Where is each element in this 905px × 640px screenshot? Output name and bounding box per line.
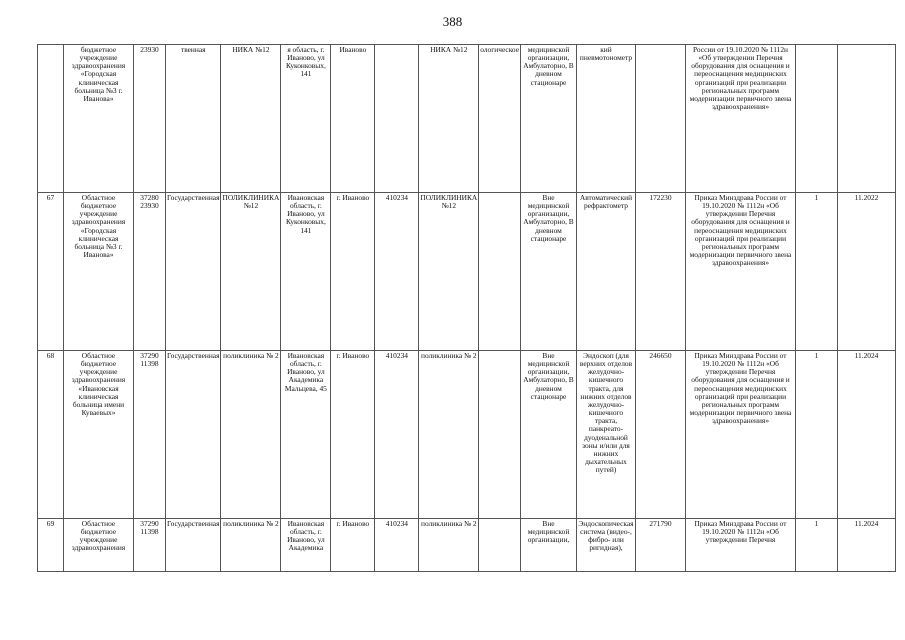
page-number: 388 xyxy=(442,14,463,29)
subdivision: поликлиника № 2 xyxy=(221,351,281,519)
table-row xyxy=(38,45,896,193)
legal-basis: Приказ Минздрава России от 19.10.2020 № 1112н «Об утверждении Перечня xyxy=(685,519,795,572)
care-conditions: Вне медицинской организации, Амбулаторно, В дневном стационаре xyxy=(520,351,576,519)
care-conditions: медицинской организации, Амбулаторно, В дневном стационаре xyxy=(520,45,576,193)
table-row xyxy=(38,193,896,351)
legal-basis: Приказ Минздрава России от 19.10.2020 № 1112н «Об утверждении Перечня оборудования для оснащения и переоснащения медицинских организаций при реализации региональных программ модернизации первичного звена здравоохранения» xyxy=(685,193,795,351)
price: 172230 xyxy=(635,193,685,351)
ownership-status: твенная xyxy=(166,45,221,193)
date xyxy=(837,45,895,193)
row-number: 68 xyxy=(38,351,64,519)
price: 271790 xyxy=(635,519,685,572)
care-conditions: Вне медицинской организации, xyxy=(520,519,576,572)
table-row xyxy=(38,351,896,519)
care-conditions: Вне медицинской организации, Амбулаторно, В дневном стационаре xyxy=(520,193,576,351)
quantity: 1 xyxy=(795,519,837,572)
subdivision: ПОЛИКЛИНИКА №12 xyxy=(221,193,281,351)
postal-index: 410234 xyxy=(375,351,419,519)
row-number: 67 xyxy=(38,193,64,351)
postal-index xyxy=(375,45,419,193)
date: 11.2024 xyxy=(837,519,895,572)
address: Ивановская область, г. Иваново, ул Академика xyxy=(281,519,331,572)
profile xyxy=(479,519,521,572)
ownership-status: Государственная xyxy=(166,193,221,351)
inn-code: 37290 11398 xyxy=(134,351,166,519)
address: Ивановская область, г. Иваново, ул Куконковых, 141 xyxy=(281,193,331,351)
address: Ивановская область, г. Иваново, ул Академика Мальцева, 45 xyxy=(281,351,331,519)
table-row xyxy=(38,519,896,572)
equipment-name: кий пневмотонометр xyxy=(576,45,635,193)
inn-code: 23930 xyxy=(134,45,166,193)
postal-index: 410234 xyxy=(375,519,419,572)
organization-name: Областное бюджетное учреждение здравоохранения «Ивановская клиническая больница имени Куваевых» xyxy=(64,351,134,519)
row-number xyxy=(38,45,64,193)
quantity: 1 xyxy=(795,193,837,351)
legal-basis: России от 19.10.2020 № 1112н «Об утверждении Перечня оборудования для оснащения и переоснащения медицинских организаций при реализации региональных программ модернизации первичного звена здравоохранения» xyxy=(685,45,795,193)
profile: ологическое xyxy=(479,45,521,193)
subdivision-secondary: поликлиника № 2 xyxy=(419,351,479,519)
postal-index: 410234 xyxy=(375,193,419,351)
city: г. Иваново xyxy=(331,351,375,519)
profile xyxy=(479,351,521,519)
organization-name: Областное бюджетное учреждение здравоохранения «Городская клиническая больница №3 г. Иванова» xyxy=(64,193,134,351)
organization-name: бюджетное учреждение здравоохранения «Городская клиническая больница №3 г. Иванова» xyxy=(64,45,134,193)
city: г. Иваново xyxy=(331,193,375,351)
subdivision: поликлиника № 2 xyxy=(221,519,281,572)
equipment-name: Эндоскоп (для верхних отделов желудочно-кишечного тракта, для нижних отделов желудочно-кишечного тракта, панкреато-дуоденальной зоны и/или для нижних дыхательных путей) xyxy=(576,351,635,519)
price: 246650 xyxy=(635,351,685,519)
subdivision-secondary: поликлиника № 2 xyxy=(419,519,479,572)
date: 11.2024 xyxy=(837,351,895,519)
price xyxy=(635,45,685,193)
ownership-status: Государственная xyxy=(166,351,221,519)
equipment-table xyxy=(37,44,896,572)
profile xyxy=(479,193,521,351)
inn-code: 37290 11398 xyxy=(134,519,166,572)
city: г. Иваново xyxy=(331,519,375,572)
inn-code: 37280 23930 xyxy=(134,193,166,351)
legal-basis: Приказ Минздрава России от 19.10.2020 № 1112н «Об утверждении Перечня оборудования для оснащения и переоснащения медицинских организаций при реализации региональных программ модернизации первичного звена здравоохранения» xyxy=(685,351,795,519)
row-number: 69 xyxy=(38,519,64,572)
equipment-name: Автоматический рефрактометр xyxy=(576,193,635,351)
organization-name: Областное бюджетное учреждение здравоохранения xyxy=(64,519,134,572)
address: я область, г. Иваново, ул Куконковых, 141 xyxy=(281,45,331,193)
subdivision: НИКА №12 xyxy=(221,45,281,193)
subdivision-secondary: НИКА №12 xyxy=(419,45,479,193)
equipment-name: Эндоскопическая система (видео-, фибро- или ригидная), xyxy=(576,519,635,572)
city: Иваново xyxy=(331,45,375,193)
quantity xyxy=(795,45,837,193)
quantity: 1 xyxy=(795,351,837,519)
ownership-status: Государственная xyxy=(166,519,221,572)
date: 11.2022 xyxy=(837,193,895,351)
subdivision-secondary: ПОЛИКЛИНИКА №12 xyxy=(419,193,479,351)
